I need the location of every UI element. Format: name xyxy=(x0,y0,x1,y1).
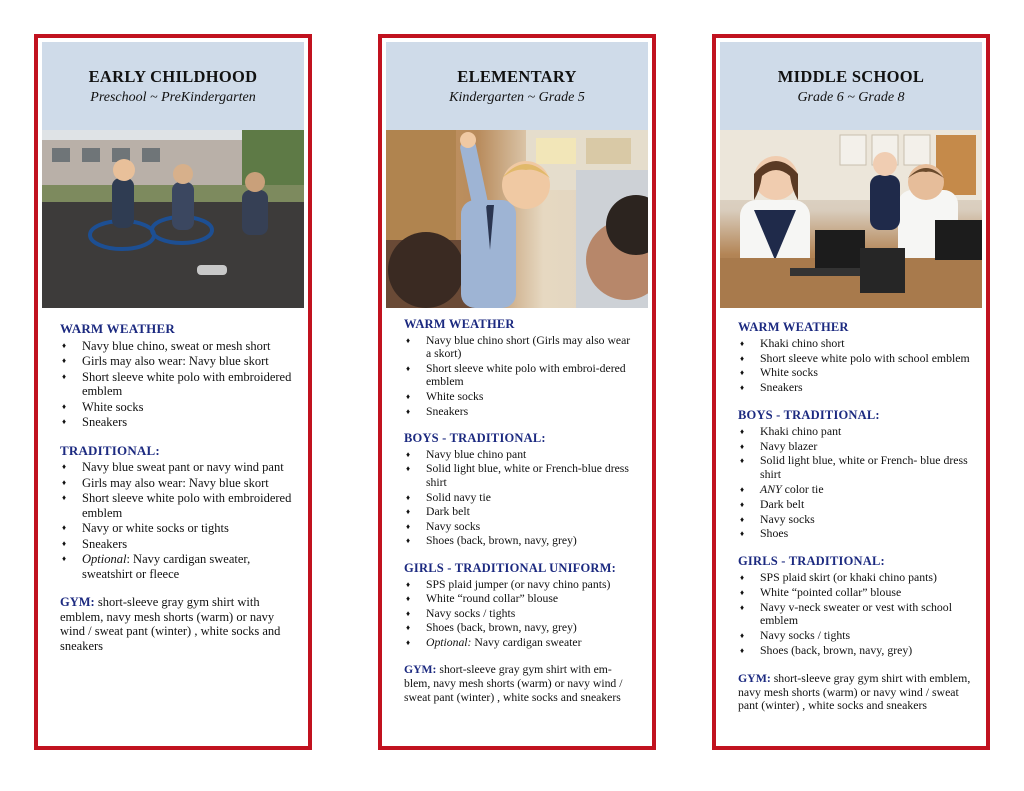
panel-content xyxy=(386,308,648,704)
list-item: ♦ Shoes (back, brown, navy, grey) xyxy=(738,644,972,658)
list-item: ♦ Navy socks xyxy=(404,520,638,534)
panel-header xyxy=(42,42,304,130)
item-text: color tie xyxy=(781,481,824,496)
students-laptops-photo xyxy=(720,130,982,308)
optional-text: : Navy cardigan sweater, sweatshirt or fleece xyxy=(82,552,251,581)
list-item: ♦ Sneakers xyxy=(60,415,294,430)
list-item: ♦ Navy socks / tights xyxy=(404,607,638,621)
list-item: ♦ Navy socks xyxy=(738,513,972,527)
gym-description: short-sleeve gray gym shirt with em-blem, navy mesh shorts (warm) or navy wind / sweat pant (winter) , white socks and sneakers xyxy=(404,663,623,704)
list-item: ♦ Girls may also wear: Navy blue skort xyxy=(60,476,294,491)
optional-label: Optional xyxy=(82,552,127,566)
panel-early-childhood xyxy=(34,34,312,750)
gym-text xyxy=(738,672,972,713)
list-item: ♦ Khaki chino short xyxy=(738,337,972,351)
item-list xyxy=(404,334,638,419)
list-item: ♦ Shoes xyxy=(738,527,972,541)
list-item-any-color-tie xyxy=(738,483,972,497)
item-list xyxy=(404,448,638,548)
section-title: WARM WEATHER xyxy=(60,321,175,336)
list-item: ♦ Navy blue sweat pant or navy wind pant xyxy=(60,460,294,475)
list-item: ♦ Dark belt xyxy=(738,498,972,512)
panel-header xyxy=(720,42,982,130)
list-item: ♦ Navy blue chino, sweat or mesh short xyxy=(60,339,294,354)
list-item: ♦ Sneakers xyxy=(738,381,972,395)
panel-subtitle: Kindergarten ~ Grade 5 xyxy=(449,89,585,105)
gym-label: GYM: xyxy=(60,595,95,609)
panel-elementary xyxy=(378,34,656,750)
list-item: ♦ White “round collar” blouse xyxy=(404,592,638,606)
section-title: BOYS - TRADITIONAL: xyxy=(404,431,546,446)
list-item: ♦ Navy blue chino short (Girls may also wear a skort) xyxy=(404,334,638,361)
section-title: GIRLS - TRADITIONAL: xyxy=(738,554,885,569)
list-item: ♦ Navy or white socks or tights xyxy=(60,521,294,536)
gym-text xyxy=(404,663,638,704)
section-title: BOYS - TRADITIONAL: xyxy=(738,407,880,422)
emphasis-text: ANY xyxy=(760,481,782,496)
list-item-optional xyxy=(60,552,294,581)
panel-title: ELEMENTARY xyxy=(457,66,577,86)
section-title: WARM WEATHER xyxy=(738,320,849,334)
list-item: ♦ Short sleeve white polo with embroidered emblem xyxy=(60,491,294,520)
panel-title: EARLY CHILDHOOD xyxy=(88,66,258,86)
item-list xyxy=(738,425,972,541)
gym-description: short-sleeve gray gym shirt with emblem, navy mesh shorts (warm) or navy wind / sweat pant (winter) , white socks and sneakers xyxy=(60,595,281,653)
list-item: ♦ Solid light blue, white or French-blue dress shirt xyxy=(404,462,638,489)
playground-photo xyxy=(42,130,304,308)
section-title: GIRLS - TRADITIONAL UNIFORM: xyxy=(404,560,616,575)
list-item: ♦ White “pointed collar” blouse xyxy=(738,586,972,600)
panel-header xyxy=(386,42,648,130)
gym-label: GYM: xyxy=(738,670,771,685)
panel-content xyxy=(720,308,982,713)
list-item: ♦ Short sleeve white polo with embroidered emblem xyxy=(60,370,294,399)
list-item: ♦ Girls may also wear: Navy blue skort xyxy=(60,354,294,369)
list-item: ♦ White socks xyxy=(404,390,638,404)
list-item: ♦ Shoes (back, brown, navy, grey) xyxy=(404,621,638,635)
optional-label: Optional: xyxy=(426,635,472,649)
list-item: ♦ Sneakers xyxy=(60,537,294,552)
list-item: ♦ SPS plaid jumper (or navy chino pants) xyxy=(404,578,638,592)
list-item: ♦ Solid light blue, white or French- blue dress shirt xyxy=(738,454,972,482)
list-item: ♦ Navy socks / tights xyxy=(738,629,972,643)
item-list xyxy=(60,460,294,581)
item-list xyxy=(738,571,972,658)
gym-text xyxy=(60,595,294,653)
list-item: ♦ White socks xyxy=(60,400,294,415)
list-item: ♦ Short sleeve white polo with embroi-dered emblem xyxy=(404,362,638,389)
item-list xyxy=(60,339,294,430)
gym-label: GYM: xyxy=(404,663,437,677)
item-list xyxy=(404,578,638,650)
list-item: ♦ Solid navy tie xyxy=(404,491,638,505)
panel-subtitle: Preschool ~ PreKindergarten xyxy=(90,89,256,105)
list-item: ♦ Navy v-neck sweater or vest with school emblem xyxy=(738,601,972,629)
list-item: ♦ White socks xyxy=(738,366,972,380)
list-item: ♦ Shoes (back, brown, navy, grey) xyxy=(404,534,638,548)
panel-middle-school xyxy=(712,34,990,750)
list-item: ♦ Navy blazer xyxy=(738,440,972,454)
panel-subtitle: Grade 6 ~ Grade 8 xyxy=(797,89,905,105)
item-list xyxy=(738,337,972,395)
section-title: WARM WEATHER xyxy=(404,317,515,331)
list-item: ♦ Sneakers xyxy=(404,405,638,419)
gym-description: short-sleeve gray gym shirt with emblem, navy mesh shorts (warm) or navy wind / sweat pant (winter) , white socks and sneakers xyxy=(738,670,971,713)
list-item: ♦ Navy blue chino pant xyxy=(404,448,638,462)
list-item: ♦ Dark belt xyxy=(404,505,638,519)
list-item: ♦ SPS plaid skirt (or khaki chino pants) xyxy=(738,571,972,585)
panel-content xyxy=(42,308,304,653)
section-title: TRADITIONAL: xyxy=(60,442,160,458)
list-item-optional xyxy=(404,636,638,650)
panel-title: MIDDLE SCHOOL xyxy=(777,66,925,86)
list-item: ♦ Short sleeve white polo with school emblem xyxy=(738,352,972,366)
list-item: ♦ Khaki chino pant xyxy=(738,425,972,439)
optional-text: Navy cardigan sweater xyxy=(471,635,582,649)
classroom-photo xyxy=(386,130,648,308)
